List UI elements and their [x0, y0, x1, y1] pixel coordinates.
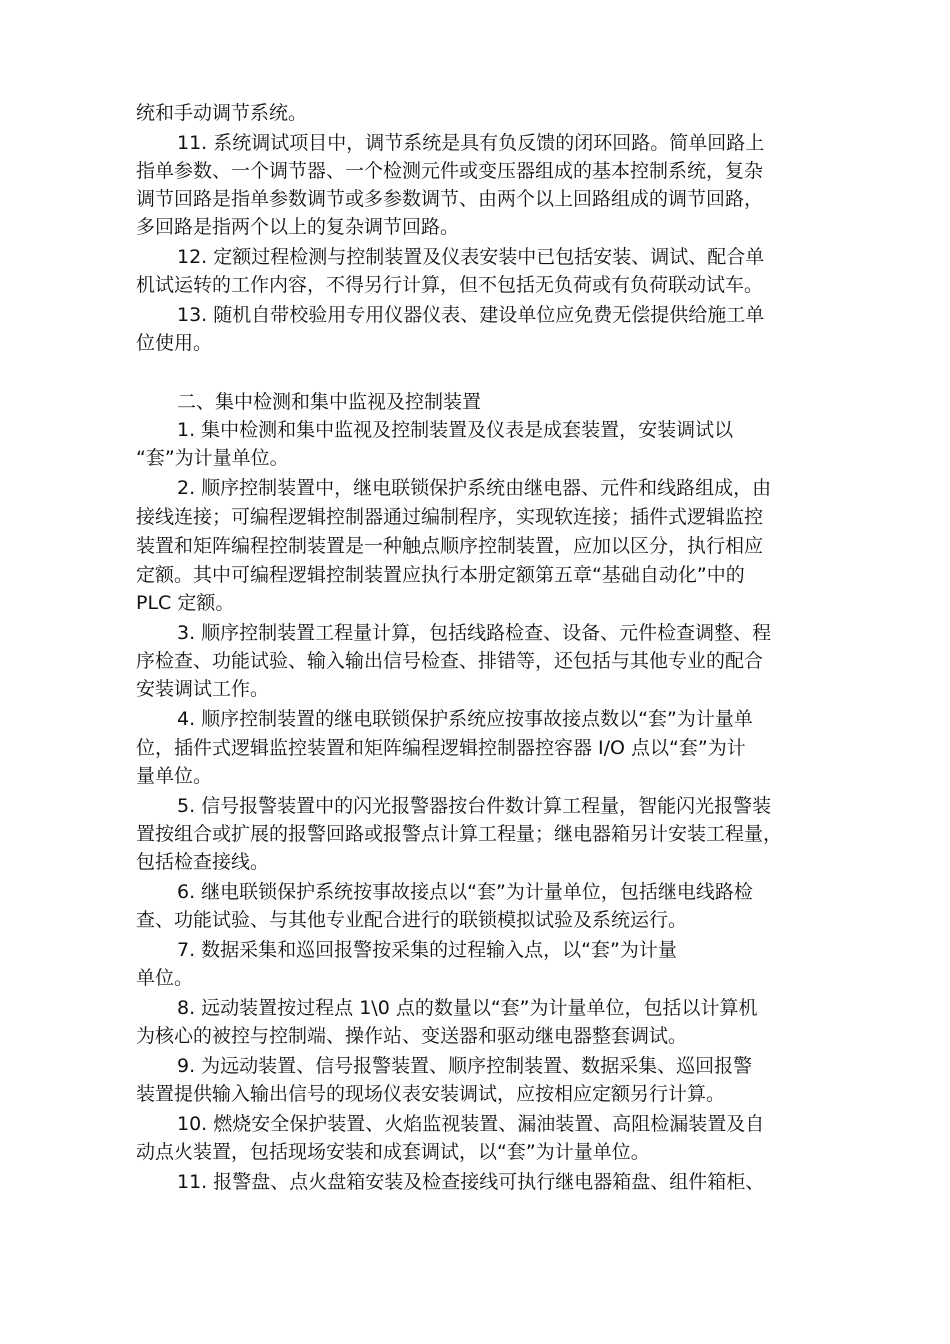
text-line: 多回路是指两个以上的复杂调节回路。: [136, 216, 460, 238]
text-line: 安装调试工作。: [136, 678, 270, 700]
text-line: 接线连接；可编程逻辑控制器通过编制程序，实现软连接；插件式逻辑监控: [136, 506, 764, 528]
text-line: 指单参数、一个调节器、一个检测元件或变压器组成的基本控制系统，复杂: [136, 160, 764, 182]
text-line: 3. 顺序控制装置工程量计算，包括线路检查、设备、元件检查调整、程: [177, 622, 772, 644]
text-line: 2. 顺序控制装置中，继电联锁保护系统由继电器、元件和线路组成，由: [177, 477, 772, 499]
text-line: 为核心的被控与控制端、操作站、变送器和驱动继电器整套调试。: [136, 1025, 688, 1047]
text-line: 序检查、功能试验、输入输出信号检查、排错等，还包括与其他专业的配合: [136, 650, 764, 672]
text-line: 装置提供输入输出信号的现场仪表安装调试，应按相应定额另行计算。: [136, 1083, 726, 1105]
text-line: PLC 定额。: [136, 592, 235, 614]
text-line: 13. 随机自带校验用专用仪器仪表、建设单位应免费无偿提供给施工单: [177, 304, 765, 326]
text-line: “套”为计量单位。: [136, 447, 289, 469]
text-line: 10. 燃烧安全保护装置、火焰监视装置、漏油装置、高阻检漏装置及自: [177, 1113, 765, 1135]
text-line: 位，插件式逻辑监控装置和矩阵编程逻辑控制器控容器 I/O 点以“套”为计: [136, 737, 746, 759]
text-line: 量单位。: [136, 765, 213, 787]
text-line: 1. 集中检测和集中监视及控制装置及仪表是成套装置，安装调试以: [177, 419, 734, 441]
text-line: 定额。其中可编程逻辑控制装置应执行本册定额第五章“基础自动化”中的: [136, 564, 745, 586]
text-line: 12. 定额过程检测与控制装置及仪表安装中已包括安装、调试、配合单: [177, 246, 765, 268]
text-line: 5. 信号报警装置中的闪光报警器按台件数计算工程量，智能闪光报警装: [177, 795, 772, 817]
text-line: 11. 报警盘、点火盘箱安装及检查接线可执行继电器箱盘、组件箱柜、: [177, 1171, 765, 1193]
text-line: 装置和矩阵编程控制装置是一种触点顺序控制装置，应加以区分，执行相应: [136, 535, 764, 557]
text-line: 11. 系统调试项目中，调节系统是具有负反馈的闭环回路。简单回路上: [177, 132, 765, 154]
text-line: 置按组合或扩展的报警回路或报警点计算工程量；继电器箱另计安装工程量，: [136, 823, 783, 845]
text-line: 统和手动调节系统。: [136, 102, 308, 124]
text-line: 单位。: [136, 967, 194, 989]
text-line: 位使用。: [136, 332, 213, 354]
text-line: 机试运转的工作内容，不得另行计算，但不包括无负荷或有负荷联动试车。: [136, 274, 764, 296]
text-line: 8. 远动装置按过程点 1\0 点的数量以“套”为计量单位，包括以计算机: [177, 997, 758, 1019]
text-line: 7. 数据采集和巡回报警按采集的过程输入点，以“套”为计量: [177, 939, 677, 961]
text-line: 查、功能试验、与其他专业配合进行的联锁模拟试验及系统运行。: [136, 909, 688, 931]
section-heading: 二、集中检测和集中监视及控制装置: [177, 391, 482, 413]
text-line: 包括检查接线。: [136, 851, 270, 873]
text-line: 4. 顺序控制装置的继电联锁保护系统应按事故接点数以“套”为计量单: [177, 708, 753, 730]
text-line: 6. 继电联锁保护系统按事故接点以“套”为计量单位，包括继电线路检: [177, 881, 753, 903]
text-line: 动点火装置，包括现场安装和成套调试，以“套”为计量单位。: [136, 1141, 650, 1163]
text-line: 9. 为远动装置、信号报警装置、顺序控制装置、数据采集、巡回报警: [177, 1055, 753, 1077]
text-line: 调节回路是指单参数调节或多参数调节、由两个以上回路组成的调节回路，: [136, 188, 764, 210]
